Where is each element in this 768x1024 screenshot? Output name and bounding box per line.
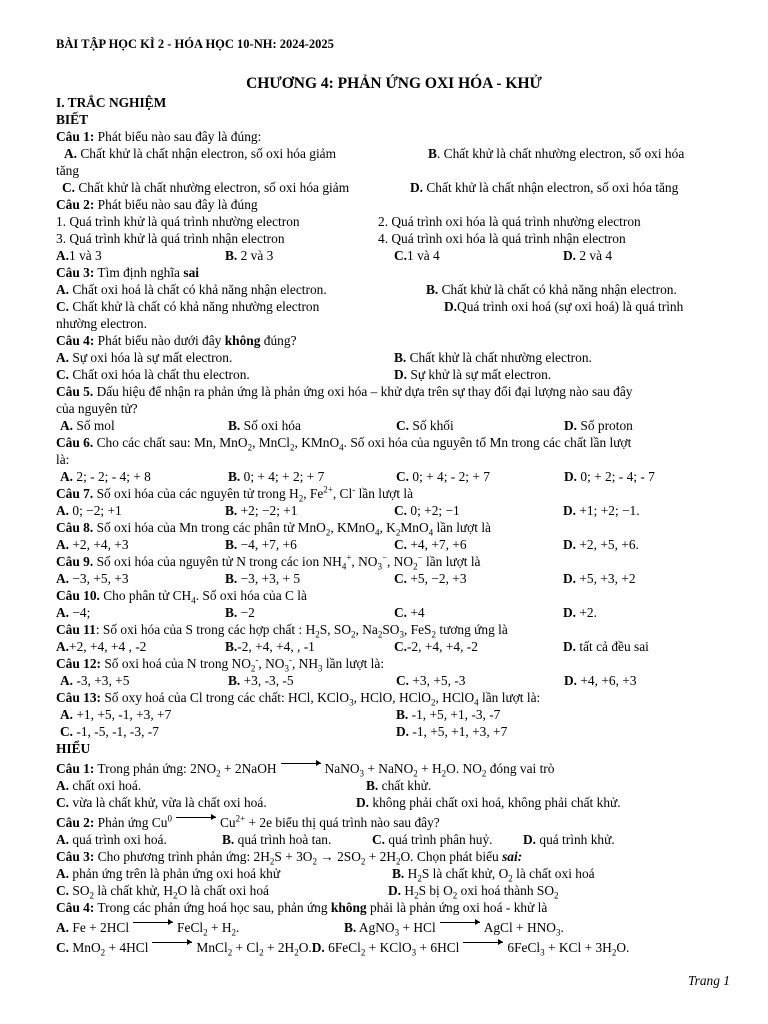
reaction-arrow-icon	[463, 938, 503, 948]
hieu-question-3: Câu 3: Cho phương trình phản ứng: $2H_2S + 3O_2 \to 2SO_2 + 2H_2O$. Chọn phát biểu sai:	[56, 849, 523, 867]
option-b: B. 2 và 3	[225, 248, 274, 263]
option-c: C. +4, +7, +6	[394, 537, 467, 552]
option-d: D. Chất khử là chất nhận electron, số oxi hóa tăng	[410, 180, 679, 195]
question-13: Câu 13: Số oxy hoá của Cl trong các chất: HCl, KClO$_3$, HClO, HClO$_2$, HClO$_4$ lần lượt là:	[56, 690, 541, 708]
q3-options-cd	[56, 298, 732, 315]
question-7: Câu 7. Số oxi hóa của các nguyên tử trong $H_2$, $Fe^{2+}$, Cl- lần lượt là	[56, 484, 414, 504]
option-a: A. −4;	[56, 605, 91, 620]
question-1: Câu 1: Phát biểu nào sau đây là đúng:	[56, 129, 262, 144]
option-c: C. +4	[394, 605, 425, 620]
option-c: C. MnO$_2$ + 4HCl MnCl$_2$ + $Cl_2 + 2H_2O$.	[56, 940, 312, 958]
question-8: Câu 8. Số oxi hóa của Mn trong các phân tử MnO$_2$, KMnO$_4$, $K_2MnO_4$ lần lượt là	[56, 520, 491, 538]
q7-options	[56, 502, 732, 519]
option-b: B. Chất khử là chất nhường electron.	[394, 350, 592, 365]
option-b: B. $H_2S$ là chất khử, $O_2$ là chất oxi hoá	[392, 866, 595, 884]
option-a: A. quá trình oxi hoá.	[56, 832, 167, 847]
question-5: Câu 5. Dấu hiệu để nhận ra phản ứng là phản ứng oxi hóa – khử dựa trên sự thay đổi đại lượng nào sau đây	[56, 384, 633, 399]
q10-options	[56, 604, 732, 621]
q6-wrap: là:	[56, 452, 70, 467]
option-c: C.1 và 4	[394, 248, 440, 263]
option-b: B. 0; + 4; + 2; + 7	[228, 469, 325, 484]
page	[56, 36, 732, 956]
q2-statements-12: 1. Quá trình khử là quá trình nhường electron 2. Quá trình oxi hóa là quá trình nhường electron	[56, 214, 641, 229]
option-a: A. Số mol	[60, 418, 115, 433]
q13-options-ab	[56, 706, 732, 723]
question-6: Câu 6. Cho các chất sau: Mn, MnO$_2$, MnCl$_2$, KMnO$_4$. Số oxi hóa của nguyên tố Mn trong các chất lần lượt	[56, 435, 632, 453]
question-3: Câu 3: Tìm định nghĩa sai	[56, 265, 199, 280]
option-b: B. quá trình hoà tan.	[222, 832, 332, 847]
option-c: C.-2, +4, +4, -2	[394, 639, 478, 654]
reaction-arrow-icon	[152, 938, 192, 948]
option-b: B. −4, +7, +6	[225, 537, 297, 552]
option-c: C. vừa là chất khử, vừa là chất oxi hoá.	[56, 795, 267, 810]
question-4: Câu 4: Phát biểu nào dưới đây không đúng?	[56, 333, 297, 348]
option-b: B. -1, +5, +1, -3, -7	[396, 707, 501, 722]
option-c: C. 0; + 4; - 2; + 7	[396, 469, 490, 484]
option-c: C. Chất oxi hóa là chất thu electron.	[56, 367, 250, 382]
option-d: D. +2.	[563, 605, 597, 620]
q1-options-ab	[56, 145, 732, 162]
hieu-q1-options-ab	[56, 777, 732, 794]
option-d: D. tất cả đều sai	[563, 639, 649, 654]
question-12: Câu 12: Số oxi hoá của N trong $NO_2^-$, $NO_3^-$, $NH_3$ lần lượt là:	[56, 654, 385, 674]
option-c: C. Chất khử là chất có khả năng nhường electron	[56, 299, 320, 314]
level-heading-hieu: HIỂU	[56, 741, 91, 756]
option-b: B. −2	[225, 605, 255, 620]
option-a: A. Chất oxi hoá là chất có khả năng nhận electron.	[56, 282, 327, 297]
question-11: Câu 11: Số oxi hóa của S trong các hợp chất : $H_2S$, $SO_2$, $Na_2SO_3$, FeS$_2$ tương ứng là	[56, 622, 508, 640]
option-d: D. -1, +5, +1, +3, +7	[396, 724, 508, 739]
option-c: C. +3, +5, -3	[396, 673, 466, 688]
option-b: B.-2, +4, +4, , -1	[225, 639, 315, 654]
option-d: D. +5, +3, +2	[563, 571, 636, 586]
option-a: A. 2; - 2; - 4; + 8	[60, 469, 151, 484]
option-b: B. Chất khử là chất nhường electron, số oxi hóa	[428, 146, 685, 161]
option-d: D. Sự khử là sự mất electron.	[394, 367, 552, 382]
question-2: Câu 2: Phát biểu nào sau đây là đúng	[56, 197, 258, 212]
q5-options	[56, 417, 732, 434]
reaction-arrow-icon	[176, 813, 216, 823]
section-heading: I. TRẮC NGHIỆM	[56, 95, 167, 110]
hieu-q4-options-ab	[56, 918, 732, 936]
q11-options	[56, 638, 732, 655]
option-a: A.+2, +4, +4 , -2	[56, 639, 147, 654]
reaction-arrow-icon	[281, 759, 321, 769]
hieu-question-1: Câu 1: Trong phản ứng: $2NO_2$ + 2NaOH NaNO$_3$ + NaNO$_2$ + $H_2O$. $NO_2$ đóng vai trò	[56, 761, 555, 779]
option-a: A. -3, +3, +5	[60, 673, 130, 688]
hieu-question-2: Câu 2: Phản ứng Cu$^0$ $Cu^{2+} + 2e$ biểu thị quá trình nào sau đây?	[56, 813, 440, 830]
option-a: A. Sự oxi hóa là sự mất electron.	[56, 350, 233, 365]
reaction-arrow-icon	[440, 918, 480, 928]
option-b: B. AgNO$_3$ + HCl AgCl + $HNO_3$.	[344, 920, 564, 938]
option-d: D. Số proton	[564, 418, 633, 433]
hieu-q1-options-cd	[56, 794, 732, 811]
option-d: D. +1; +2; −1.	[563, 503, 640, 518]
option-d: D. 2 và 4	[563, 248, 613, 263]
q3-options-ab	[56, 281, 732, 298]
option-b: B. −3, +3, + 5	[225, 571, 301, 586]
hieu-q3-options-cd	[56, 882, 732, 899]
option-a: A. +2, +4, +3	[56, 537, 129, 552]
option-a: A.1 và 3	[56, 248, 102, 263]
q1-options-cd	[56, 179, 732, 196]
option-b: B. +3, -3, -5	[228, 673, 294, 688]
option-a: A. +1, +5, -1, +3, +7	[60, 707, 172, 722]
reaction-arrow-icon	[133, 918, 173, 928]
q3-wrap: nhường electron.	[56, 316, 147, 331]
level-heading-biet: BIẾT	[56, 112, 89, 127]
hieu-question-4: Câu 4: Trong các phản ứng hoá học sau, phản ứng không phải là phản ứng oxi hoá - khử là	[56, 900, 548, 915]
option-a: A. 0; −2; +1	[56, 503, 122, 518]
hieu-q2-options	[56, 831, 732, 848]
option-d: D. +2, +5, +6.	[563, 537, 639, 552]
q8-options	[56, 536, 732, 553]
option-b: B. Chất khử là chất có khả năng nhận electron.	[426, 282, 677, 297]
q2-options	[56, 247, 732, 264]
q4-options-cd	[56, 366, 732, 383]
question-10: Câu 10. Cho phân tử $CH_4$. Số oxi hóa của C là	[56, 588, 307, 606]
option-a: A. chất oxi hoá.	[56, 778, 142, 793]
option-d: D. $H_2S$ bị $O_2$ oxi hoá thành $SO_2$	[388, 883, 559, 901]
q1-wrap: tăng	[56, 163, 80, 178]
hieu-q3-options-ab	[56, 865, 732, 882]
option-b: B. +2; −2; +1	[225, 503, 298, 518]
document-title: BÀI TẬP HỌC KÌ 2 - HÓA HỌC 10-NH: 2024-2025	[56, 37, 334, 51]
q9-options	[56, 570, 732, 587]
page-number: Trang 1	[687, 973, 730, 988]
option-d: D. không phải chất oxi hoá, không phải chất khử.	[356, 795, 621, 810]
q2-statements-34: 3. Quá trình khử là quá trình nhận electron 4. Quá trình oxi hóa là quá trình nhận electron	[56, 231, 626, 246]
option-d: D. quá trình khử.	[523, 832, 615, 847]
q13-options-cd	[56, 723, 732, 740]
option-a: A. Chất khử là chất nhận electron, số oxi hóa giảm	[64, 146, 337, 161]
option-a: A. Fe + 2HCl FeCl$_2$ + $H_2$.	[56, 920, 240, 938]
option-a: A. −3, +5, +3	[56, 571, 129, 586]
option-a: A. phản ứng trên là phản ứng oxi hoá khử	[56, 866, 281, 881]
option-d: D. 0; + 2; - 4; - 7	[564, 469, 655, 484]
chapter-title: CHƯƠNG 4: PHẢN ỨNG OXI HÓA - KHỬ	[246, 75, 542, 92]
option-c: C. $SO_2$ là chất khử, $H_2O$ là chất oxi hoá	[56, 883, 270, 901]
option-c: C. -1, -5, -1, -3, -7	[60, 724, 159, 739]
option-c: C. quá trình phân huỷ.	[372, 832, 493, 847]
q6-options	[56, 468, 732, 485]
question-9: Câu 9. Số oxi hóa của nguyên tử N trong các ion $NH_4^+$, $NO_3^-$, $NO_2^-$ lần lượt là	[56, 552, 481, 572]
q4-options-ab	[56, 349, 732, 366]
option-d: D. 6FeCl$_2$ + KClO$_3$ + 6HCl 6FeCl$_3$ + KCl + $3H_2O$.	[311, 940, 630, 958]
option-b: B. Số oxi hóa	[228, 418, 301, 433]
option-c: C. Số khối	[396, 418, 454, 433]
option-c: C. 0; +2; −1	[394, 503, 460, 518]
q5-wrap: của nguyên tử?	[56, 401, 138, 416]
option-d: D.Quá trình oxi hoá (sự oxi hoá) là quá trình	[444, 299, 684, 314]
q12-options	[56, 672, 732, 689]
hieu-q4-options-cd	[56, 938, 732, 956]
option-d: D. +4, +6, +3	[564, 673, 637, 688]
option-c: C. Chất khử là chất nhường electron, số oxi hóa giảm	[62, 180, 350, 195]
option-c: C. +5, −2, +3	[394, 571, 467, 586]
option-b: B. chất khử.	[366, 778, 432, 793]
